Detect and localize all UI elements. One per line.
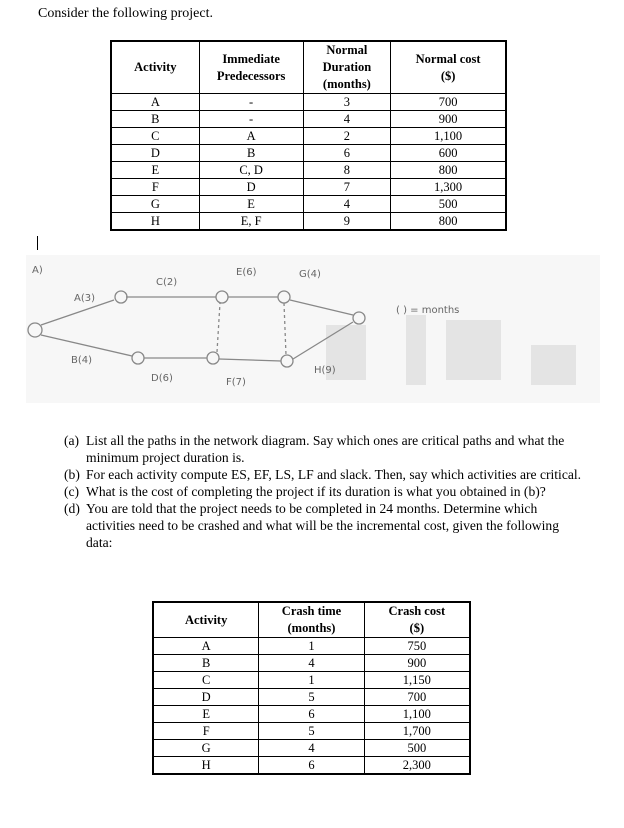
table-cell: 1,300 — [391, 179, 506, 196]
question-a — [64, 432, 584, 466]
activity-label-d: D(6) — [151, 373, 173, 384]
column-header: Immediate Predecessors — [199, 41, 303, 94]
table-cell: C — [111, 128, 199, 145]
table-cell: 500 — [391, 196, 506, 213]
table-cell: D — [153, 689, 259, 706]
table-cell: 9 — [303, 213, 391, 231]
table-cell: 800 — [391, 162, 506, 179]
table-cell: E — [199, 196, 303, 213]
table-cell: 900 — [391, 111, 506, 128]
question-label: (a) — [64, 433, 80, 448]
question-c — [64, 483, 584, 500]
table-cell: 700 — [364, 689, 470, 706]
question-label: (d) — [64, 501, 80, 516]
column-header: Normal cost ($) — [391, 41, 506, 94]
table-row — [111, 196, 506, 213]
table-header-row — [111, 41, 506, 94]
question-d — [64, 500, 584, 551]
table-cell: H — [111, 213, 199, 231]
activity-label-e: E(6) — [236, 267, 257, 278]
table-cell: 6 — [259, 757, 364, 775]
table-row — [111, 145, 506, 162]
diagram-part-label: A) — [32, 265, 43, 276]
table-cell: 3 — [303, 94, 391, 111]
table-cell: 600 — [391, 145, 506, 162]
intro-text: Consider the following project. — [38, 6, 213, 21]
table-row — [111, 128, 506, 145]
table-cell: 4 — [303, 111, 391, 128]
table-cell: D — [111, 145, 199, 162]
table-cell: B — [199, 145, 303, 162]
question-list — [64, 432, 584, 551]
table-cell: C, D — [199, 162, 303, 179]
column-header: Activity — [153, 602, 259, 638]
crash-data-table — [152, 601, 471, 775]
table-cell: E — [153, 706, 259, 723]
table-cell: 6 — [303, 145, 391, 162]
table-cell: 1,100 — [391, 128, 506, 145]
table-cell: C — [153, 672, 259, 689]
table-row — [153, 740, 470, 757]
table-cell: D — [199, 179, 303, 196]
table-cell: A — [153, 638, 259, 655]
column-header: Activity — [111, 41, 199, 94]
table-row — [111, 213, 506, 231]
activity-label-h: H(9) — [314, 365, 336, 376]
normal-data-table — [110, 40, 507, 231]
network-diagram-photo — [26, 255, 600, 403]
diagram-legend: ( ) = months — [396, 305, 460, 316]
table-row — [153, 757, 470, 775]
table-row — [111, 179, 506, 196]
table-row — [111, 162, 506, 179]
table-cell: F — [153, 723, 259, 740]
table-cell: B — [153, 655, 259, 672]
question-text: You are told that the project needs to be completed in 24 months. Determine which activities need to be crashed and what will be the incremental cost, given the following data: — [86, 501, 559, 550]
table-row — [111, 111, 506, 128]
table-cell: 2,300 — [364, 757, 470, 775]
question-label: (b) — [64, 467, 80, 482]
table-header-row — [153, 602, 470, 638]
table-cell: 4 — [259, 740, 364, 757]
table-row — [153, 706, 470, 723]
question-label: (c) — [64, 484, 80, 499]
table-cell: 1,150 — [364, 672, 470, 689]
table-cell: 5 — [259, 723, 364, 740]
table-cell: 1,700 — [364, 723, 470, 740]
question-b — [64, 466, 584, 483]
activity-label-f: F(7) — [226, 377, 246, 388]
question-text: List all the paths in the network diagram. Say which ones are critical paths and what the minimum project duration is. — [86, 433, 565, 465]
table-cell: G — [153, 740, 259, 757]
table-row — [153, 689, 470, 706]
table-cell: 500 — [364, 740, 470, 757]
table-cell: 4 — [259, 655, 364, 672]
question-text: For each activity compute ES, EF, LS, LF and slack. Then, say which activities are critical. — [86, 467, 582, 482]
table-row — [153, 672, 470, 689]
table-cell: 5 — [259, 689, 364, 706]
table-row — [153, 723, 470, 740]
table-cell: B — [111, 111, 199, 128]
table-cell: 1 — [259, 638, 364, 655]
table-cell: 700 — [391, 94, 506, 111]
activity-label-c: C(2) — [156, 277, 178, 288]
table-cell: G — [111, 196, 199, 213]
table-cell: E, F — [199, 213, 303, 231]
table-cell: 1,100 — [364, 706, 470, 723]
column-header: Crash time (months) — [259, 602, 364, 638]
table-row — [111, 94, 506, 111]
column-header: Crash cost ($) — [364, 602, 470, 638]
table-cell: 800 — [391, 213, 506, 231]
table-cell: 4 — [303, 196, 391, 213]
table-cell: 6 — [259, 706, 364, 723]
table-cell: 750 — [364, 638, 470, 655]
column-header: Normal Duration (months) — [303, 41, 391, 94]
table-cell: H — [153, 757, 259, 775]
table-cell: 7 — [303, 179, 391, 196]
table-cell: E — [111, 162, 199, 179]
table-cell: A — [111, 94, 199, 111]
activity-label-b: B(4) — [71, 355, 93, 366]
table-row — [153, 655, 470, 672]
table-row — [153, 638, 470, 655]
question-text: What is the cost of completing the project if its duration is what you obtained in (b)? — [86, 484, 546, 499]
table-cell: 8 — [303, 162, 391, 179]
table-cell: 900 — [364, 655, 470, 672]
table-cell: 2 — [303, 128, 391, 145]
table-cell: F — [111, 179, 199, 196]
activity-label-a: A(3) — [74, 293, 96, 304]
table-cell: - — [199, 111, 303, 128]
text-cursor — [37, 236, 38, 250]
table-cell: A — [199, 128, 303, 145]
table-cell: - — [199, 94, 303, 111]
activity-label-g: G(4) — [299, 269, 321, 280]
table-cell: 1 — [259, 672, 364, 689]
